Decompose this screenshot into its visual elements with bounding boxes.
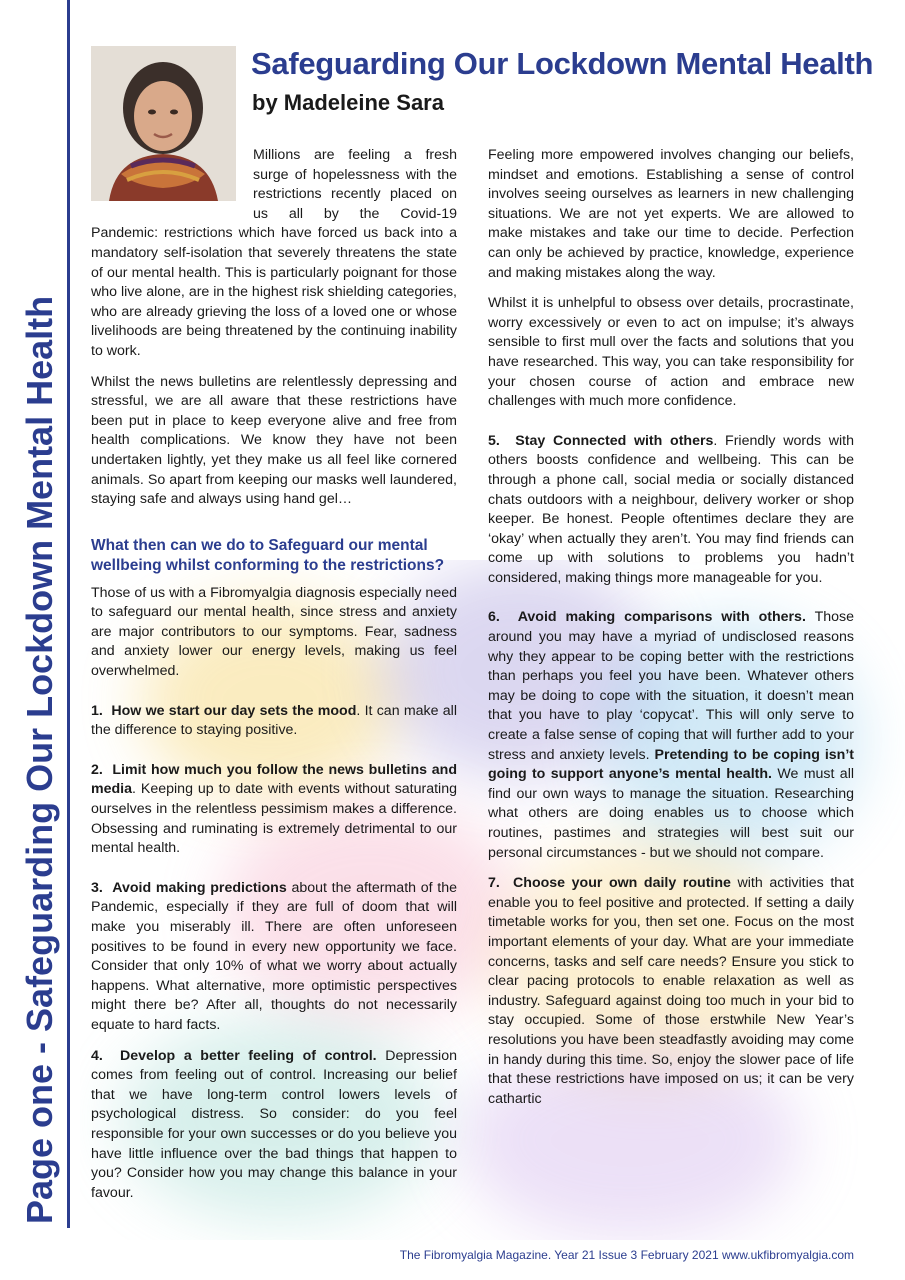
author-byline: by Madeleine Sara bbox=[252, 90, 444, 115]
tip-number: 1. bbox=[91, 702, 103, 719]
sidebar-rule bbox=[67, 0, 70, 1228]
paragraph: Whilst it is unhelpful to obsess over details, procrastinate, worry excessively or even to act on impulse; it’s always sensible to first mull over the facts and solutions that you have researched. This way, you can take responsibility for your chosen course of action and embrace new challenges with much more confidence. bbox=[488, 295, 854, 410]
tip-number: 6. bbox=[488, 609, 500, 626]
tip-text: . Friendly words with others boosts confidence and wellbeing. This can be through a phone call, social media or socially distanced chats outdoors with a neighbour, delivery worker or shop keeper. Be honest. People oftentimes declare they are ‘okay’ when actually they aren’t. You may find friends can come up with solutions to problems you hadn’t considered, making things more manageable for you. bbox=[488, 432, 854, 586]
vertical-page-title: Page one - Safeguarding Our Lockdown Mental Health bbox=[19, 295, 60, 1224]
tip-emphasis: Pretending to be coping isn’t going to support anyone’s mental health. bbox=[488, 746, 854, 783]
tip-text: . Keeping up to date with events without saturating ourselves in the relentless pessimism makes a difference. Obsessing and ruminating is extremely detrimental to our mental health. bbox=[91, 781, 457, 857]
tip-heading: Avoid making comparisons with others. bbox=[517, 609, 806, 626]
tip-3 bbox=[91, 879, 457, 1036]
column-left bbox=[91, 146, 457, 1214]
tip-number: 3. bbox=[91, 879, 103, 896]
tip-heading: Stay Connected with others bbox=[515, 432, 714, 449]
tip-text: about the aftermath of the Pandemic, especially if they are full of doom that will make you miserably ill. There are often unforeseen positives to be found in every new opportunity we face. Consider that only 10% of what we worry about actually happens. What alternative, more optimistic perspectives might there be? After all, thoughts do not necessarily equate to hard facts. bbox=[91, 879, 458, 1033]
tip-heading: Develop a better feeling of control. bbox=[120, 1047, 377, 1064]
paragraph: Whilst the news bulletins are relentlessly depressing and stressful, we are all aware that these restrictions have been put in place to keep everyone alive and free from health complications. We know they have not been undertaken lightly, yet they make us all feel like cornered animals. So apart from keeping our masks well laundered, staying safe and always using hand gel… bbox=[91, 373, 457, 508]
tip-text: We must all find our own ways to manage the situation. Researching what others are doing enables us to choose which routines, pastimes and strategies will best suit our personal circumstances - but we should not compare. bbox=[488, 766, 854, 861]
column-right bbox=[488, 146, 854, 1120]
tip-number: 2. bbox=[91, 761, 103, 778]
section-subheading: What then can we do to Safeguard our mental wellbeing whilst conforming to the restrictions? bbox=[91, 536, 445, 574]
tip-2 bbox=[91, 761, 457, 859]
intro-paragraph: Millions are feeling a fresh surge of hopelessness with the restrictions recently placed on us all by the Covid-19 Pandemic: restrictions which have forced us back into a mandatory self-isolation that severely threatens the state of our mental health. This is particularly poignant for those who live alone, are in the highest risk shielding categories, who are already grieving the loss of a loved one or whose livelihoods are being threatened by the continuing inability to work. bbox=[91, 147, 457, 359]
tip-5 bbox=[488, 432, 854, 589]
paragraph: Feeling more empowered involves changing our beliefs, mindset and emotions. Establishing a sense of control involves seeing ourselves as learners in new challenging situations. We are not yet experts. We are allowed to make mistakes and take our time to decide. Perfection can only be achieved by practice, knowledge, experience and making mistakes along the way. bbox=[488, 147, 854, 281]
tip-text: Those around you may have a myriad of undisclosed reasons why they appear to be coping better with the restrictions than perhaps you feel you have been. Whatever others may be doing to cope with the situation, it doesn’t mean that you have to play ‘copycat’. This will only serve to create a false sense of coping that will further add to your stress and anxiety levels. bbox=[488, 609, 855, 763]
tip-number: 7. bbox=[488, 875, 500, 892]
tip-heading: Limit how much you follow the news bulletins and media bbox=[91, 761, 457, 798]
tip-6 bbox=[488, 608, 854, 863]
tip-number: 5. bbox=[488, 432, 500, 449]
tip-text: Depression comes from feeling out of control. Increasing our belief that we have long-term control lowers levels of psychological distress. So consider: do you feel responsible for your own successes or do you believe you have little influence over the bad things that happen to you? Consider how you may change this balance in your favour. bbox=[91, 1047, 457, 1201]
tip-4 bbox=[91, 1047, 457, 1204]
paragraph: Those of us with a Fibromyalgia diagnosis especially need to safeguard our mental health, since stress and anxiety are major contributors to our symptoms. Fear, sadness and anxiety lower our energy levels, making us feel overwhelmed. bbox=[91, 584, 457, 680]
tip-text: . It can make all the difference to staying positive. bbox=[91, 702, 457, 739]
article-title: Safeguarding Our Lockdown Mental Health bbox=[251, 46, 874, 81]
tip-heading: How we start our day sets the mood bbox=[111, 702, 357, 719]
tip-1 bbox=[91, 702, 457, 741]
tip-heading: Avoid making predictions bbox=[112, 879, 287, 896]
page-footer: The Fibromyalgia Magazine. Year 21 Issue 3 February 2021 www.ukfibromyalgia.com bbox=[399, 1248, 854, 1262]
tip-number: 4. bbox=[91, 1047, 103, 1064]
photo-wrap-spacer bbox=[91, 146, 253, 208]
tip-7 bbox=[488, 874, 854, 1109]
tip-heading: Choose your own daily routine bbox=[513, 875, 731, 892]
tip-text: with activities that enable you to feel positive and protected. If setting a daily timetable works for you, then set one. Focus on the most important elements of your day. What are your immediate concerns, tasks and self care needs? Ensure you stick to clear pacing protocols to enable relaxation as well as industry. Safeguard against doing too much in your bid to stay occupied. Some of those erstwhile New Year’s resolutions you have been steadfastly avoiding may come in handy during this time. So, enjoy the slower pace of life that these restrictions have imposed on us; it can be very cathartic bbox=[488, 875, 855, 1107]
